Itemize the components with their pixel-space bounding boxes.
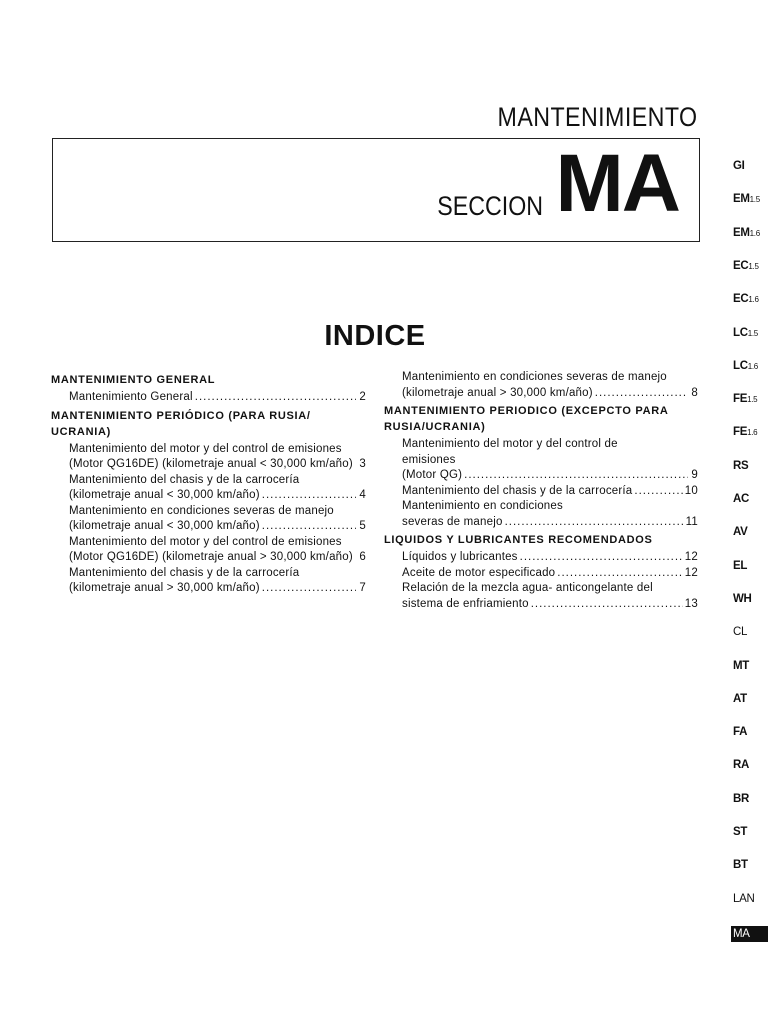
leader-dots bbox=[557, 566, 683, 582]
section-tab-lan[interactable] bbox=[733, 893, 754, 905]
toc-page-number: 10 bbox=[684, 484, 698, 497]
section-tab-em-15[interactable] bbox=[733, 193, 760, 205]
toc-entry-text: Mantenimiento del motor y del control de emisiones bbox=[69, 442, 342, 455]
leader-dots bbox=[262, 581, 356, 597]
section-tab-lc-15[interactable] bbox=[733, 327, 758, 339]
toc-entry-text: Mantenimiento en condiciones bbox=[402, 500, 563, 512]
section-tab-engine: 1.5 bbox=[749, 195, 760, 205]
section-tab-label: CL bbox=[733, 626, 748, 639]
toc-entry-text: (Motor QG) bbox=[402, 469, 463, 481]
toc-entry[interactable] bbox=[384, 581, 698, 612]
toc-entry-last-line bbox=[69, 488, 366, 504]
section-tab-av[interactable] bbox=[733, 526, 748, 538]
leader-dots bbox=[262, 519, 356, 535]
section-tab-label: LC bbox=[733, 326, 748, 339]
section-tab-engine: 1.5 bbox=[747, 395, 758, 405]
toc-page-number: 6 bbox=[359, 551, 366, 563]
section-tab-engine: 1.6 bbox=[747, 428, 758, 438]
section-tab-fa[interactable] bbox=[733, 726, 747, 738]
leader-dots bbox=[531, 597, 683, 613]
toc-entry-text: Mantenimiento del chasis y de la carrocería bbox=[402, 484, 633, 497]
toc-page-number: 3 bbox=[359, 458, 366, 470]
section-tab-ec-16[interactable] bbox=[733, 293, 759, 305]
section-tab-label: LC bbox=[733, 359, 748, 372]
toc-entry[interactable] bbox=[384, 499, 698, 530]
toc-entry-text: (kilometraje anual > 30,000 km/año) bbox=[402, 386, 593, 399]
section-tab-ma[interactable] bbox=[731, 926, 768, 942]
toc-section-heading: MANTENIMIENTO GENERAL bbox=[51, 374, 216, 386]
toc-entry-text: sistema de enfriamiento bbox=[402, 597, 529, 610]
toc-entry-text: Mantenimiento General bbox=[69, 391, 193, 403]
section-tab-label: RA bbox=[733, 759, 750, 772]
toc-entry-last-line bbox=[69, 457, 366, 473]
toc-entry-text: Mantenimiento del chasis y de la carrocería bbox=[69, 473, 300, 486]
toc-entry-last-line bbox=[69, 390, 366, 406]
toc-section-heading: MANTENIMIENTO PERIODICO (EXCEPCTO PARA RUSIA/UCRANIA) bbox=[384, 405, 669, 433]
toc-page-number: 11 bbox=[685, 515, 698, 528]
toc-left-column bbox=[51, 370, 366, 597]
toc-right-column bbox=[384, 370, 698, 612]
toc-page-number: 2 bbox=[359, 391, 366, 403]
section-tab-gi[interactable] bbox=[733, 160, 745, 172]
toc-entry-text: (kilometraje anual < 30,000 km/año) bbox=[69, 520, 260, 532]
leader-dots bbox=[520, 550, 683, 566]
section-tab-lc-16[interactable] bbox=[733, 360, 758, 372]
toc-entry-text: Mantenimiento del chasis y de la carrocería bbox=[69, 566, 300, 579]
section-tab-label: WH bbox=[733, 592, 752, 605]
toc-entry-text: Relación de la mezcla agua- anticongelante del bbox=[402, 582, 653, 594]
toc-section-heading: MANTENIMIENTO PERIÓDICO (PARA RUSIA/ UCRANIA) bbox=[51, 409, 311, 438]
toc-entry[interactable] bbox=[51, 504, 366, 535]
section-tab-label: LAN bbox=[733, 892, 755, 905]
leader-dots bbox=[262, 488, 356, 504]
section-tab-ac[interactable] bbox=[733, 493, 749, 505]
section-tab-label: AT bbox=[733, 692, 747, 705]
toc-page-number: 8 bbox=[691, 386, 698, 399]
leader-dots bbox=[634, 484, 682, 500]
toc-entry-text: (Motor QG16DE) (kilometraje anual < 30,000 km/año) bbox=[69, 458, 353, 470]
toc-entry-last-line bbox=[402, 386, 698, 402]
page-header-title: MANTENIMIENTO bbox=[498, 102, 698, 132]
section-tab-label: BT bbox=[733, 859, 748, 872]
toc-entry-last-line bbox=[402, 515, 698, 531]
section-tab-label: EC bbox=[733, 259, 749, 272]
leader-dots bbox=[464, 468, 688, 484]
section-tab-wh[interactable] bbox=[733, 593, 752, 605]
section-tab-label: FE bbox=[733, 426, 748, 439]
section-word: SECCION bbox=[437, 191, 543, 221]
toc-entry[interactable] bbox=[384, 437, 698, 484]
leader-dots bbox=[595, 386, 688, 402]
section-tab-st[interactable] bbox=[733, 826, 747, 838]
leader-dots bbox=[195, 390, 356, 406]
toc-section-heading: LIQUIDOS Y LUBRICANTES RECOMENDADOS bbox=[384, 534, 653, 546]
section-tab-ra[interactable] bbox=[733, 759, 749, 771]
section-tab-label: MT bbox=[733, 659, 750, 672]
toc-entry-last-line bbox=[69, 550, 366, 566]
section-tab-fe-15[interactable] bbox=[733, 393, 757, 405]
toc-page-number: 9 bbox=[691, 469, 698, 481]
section-tab-engine: 1.6 bbox=[747, 361, 758, 371]
toc-entry[interactable] bbox=[384, 566, 698, 582]
toc-entry-text: Mantenimiento del motor y del control de emisiones bbox=[69, 535, 342, 548]
toc-entry[interactable] bbox=[51, 390, 366, 406]
section-tab-br[interactable] bbox=[733, 793, 749, 805]
section-tab-em-16[interactable] bbox=[733, 227, 760, 239]
section-tab-label: ST bbox=[733, 826, 748, 838]
section-tab-label: EM bbox=[733, 193, 750, 206]
toc-page-number: 12 bbox=[684, 551, 698, 563]
section-tab-label: EL bbox=[733, 559, 748, 572]
section-tab-mt[interactable] bbox=[733, 660, 749, 672]
toc-entry-last-line bbox=[69, 581, 366, 597]
toc-entry[interactable] bbox=[51, 473, 366, 504]
toc-entry-text: Mantenimiento en condiciones severas de manejo bbox=[69, 504, 334, 517]
section-tab-cl[interactable] bbox=[733, 626, 747, 638]
toc-entry[interactable] bbox=[51, 566, 366, 597]
section-code: MA bbox=[555, 138, 679, 229]
section-tab-el[interactable] bbox=[733, 560, 747, 572]
toc-page-number: 4 bbox=[359, 489, 366, 501]
section-tab-ec-15[interactable] bbox=[733, 260, 759, 272]
section-tab-fe-16[interactable] bbox=[733, 426, 757, 438]
toc-entry-text: (kilometraje anual > 30,000 km/año) bbox=[69, 582, 260, 594]
toc-page-number: 7 bbox=[359, 582, 366, 594]
toc-entry-text: Líquidos y lubricantes bbox=[402, 551, 518, 563]
toc-entry-last-line bbox=[402, 566, 698, 582]
toc-entry[interactable] bbox=[51, 442, 366, 473]
section-tab-strip bbox=[733, 150, 768, 1024]
toc-entry-last-line bbox=[402, 468, 698, 484]
section-tab-label: FE bbox=[733, 393, 748, 406]
toc-entry-last-line bbox=[402, 484, 698, 500]
toc-entry-text: severas de manejo bbox=[402, 515, 503, 528]
toc-page-number: 12 bbox=[684, 566, 698, 579]
section-tab-label: AC bbox=[733, 493, 750, 505]
section-tab-label: MA bbox=[733, 927, 750, 940]
section-tab-label: FA bbox=[733, 726, 748, 739]
section-tab-label: AV bbox=[733, 526, 748, 539]
toc-entry-text: Mantenimiento en condiciones severas de manejo bbox=[402, 371, 667, 383]
section-tab-engine: 1.5 bbox=[747, 328, 758, 338]
section-tab-label: RS bbox=[733, 459, 749, 472]
toc-page-number: 5 bbox=[359, 520, 366, 532]
toc-entry[interactable] bbox=[384, 370, 698, 401]
toc-entry-text: (Motor QG16DE) (kilometraje anual > 30,000 km/año) bbox=[69, 551, 353, 563]
leader-dots bbox=[505, 515, 684, 531]
section-tab-label: BR bbox=[733, 792, 750, 805]
toc-entry-last-line bbox=[69, 519, 366, 535]
section-box bbox=[52, 138, 700, 242]
toc-entry-last-line bbox=[402, 597, 698, 613]
section-tab-at[interactable] bbox=[733, 693, 747, 705]
section-tab-engine: 1.6 bbox=[748, 295, 759, 305]
section-tab-rs[interactable] bbox=[733, 460, 748, 472]
section-tab-label: EM bbox=[733, 226, 750, 239]
toc-entry-text: Aceite de motor especificado bbox=[402, 566, 556, 579]
section-tab-bt[interactable] bbox=[733, 859, 748, 871]
toc-entry-last-line bbox=[402, 550, 698, 566]
toc-entry-text: emisiones bbox=[402, 453, 456, 466]
section-tab-label: GI bbox=[733, 160, 745, 172]
section-tab-engine: 1.5 bbox=[748, 261, 759, 271]
section-tab-label: EC bbox=[733, 293, 749, 306]
toc-page-number: 13 bbox=[684, 597, 698, 610]
toc-entry[interactable] bbox=[384, 550, 698, 566]
toc-entry[interactable] bbox=[51, 535, 366, 566]
section-tab-engine: 1.6 bbox=[749, 228, 760, 238]
toc-entry-text: (kilometraje anual < 30,000 km/año) bbox=[69, 489, 260, 501]
index-title: INDICE bbox=[324, 320, 426, 352]
toc-entry[interactable] bbox=[384, 484, 698, 500]
toc-entry-text: Mantenimiento del motor y del control de bbox=[402, 438, 618, 450]
